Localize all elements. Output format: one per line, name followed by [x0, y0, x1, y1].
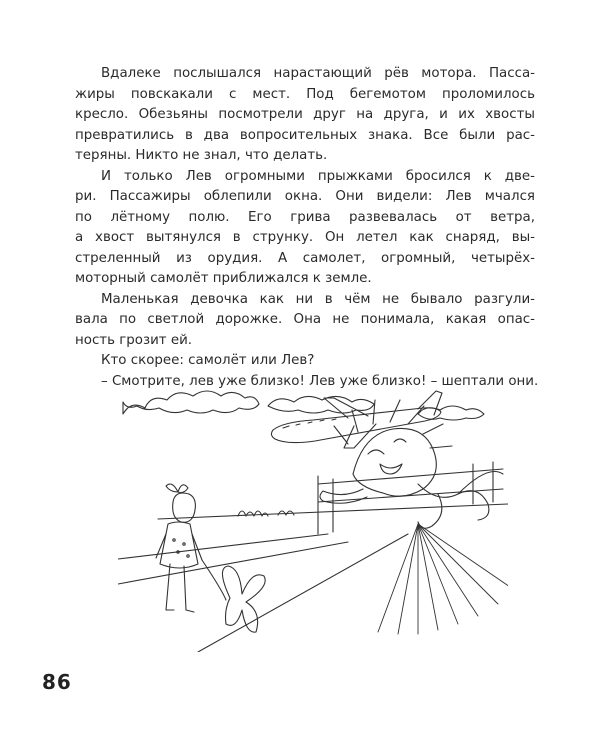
text-line: кресло. Обезьяны посмотрели друг на друга, и их хвосты: [75, 107, 535, 122]
text-line: по лётному полю. Его грива развевалась от ветра,: [75, 209, 535, 225]
text-line: стреленный из орудия. А самолет, огромный, четырёх-: [75, 250, 535, 266]
text-line: Маленькая девочка как ни в чём не бывало разгули-: [101, 291, 535, 307]
trees: [238, 511, 294, 516]
paragraph-2: [75, 167, 535, 290]
cloud: [123, 391, 259, 414]
text-line: – Смотрите, лев уже близко! Лев уже близко! – шептали они.: [101, 373, 539, 389]
text-line: ность грозит ей.: [75, 332, 193, 348]
text-line: теряны. Никто не знал, что делать.: [75, 148, 328, 163]
text-line: Кто скорее: самолёт или Лев?: [101, 353, 315, 368]
text-line: И только Лев огромными прыжками бросился к две-: [101, 168, 535, 184]
butterfly: [202, 560, 265, 632]
text-line: превратились в два вопросительных знака. Все были рас-: [75, 127, 535, 143]
paragraph-4: [75, 351, 535, 372]
text-line: Вдалеке послышался нарастающий рёв мотора. Пасса-: [101, 66, 535, 81]
paragraph-3: [75, 290, 535, 352]
illustration-lion-airplane-girl: [118, 384, 508, 652]
text-line: моторный самолёт приближался к земле.: [75, 271, 372, 286]
runway-edge: [198, 534, 408, 652]
runway-edge: [118, 542, 348, 584]
fence: [318, 462, 503, 534]
text-line: ри. Пассажиры облепили окна. Они видели: Лев мчался: [75, 189, 535, 204]
text-line: а хвост вытянулся в струнку. Он летел как снаряд, вы-: [75, 230, 535, 245]
story-text: [75, 64, 539, 392]
lion: [320, 400, 503, 528]
text-line: жиры повскакали с мест. Под бегемотом проломилось: [75, 86, 535, 102]
paragraph-1: [75, 64, 535, 167]
text-line: вала по светлой дорожке. Она не понимала, какая опас-: [75, 312, 535, 327]
runway-edge: [118, 534, 328, 559]
page-number: 86: [42, 670, 72, 694]
girl: [156, 484, 202, 612]
